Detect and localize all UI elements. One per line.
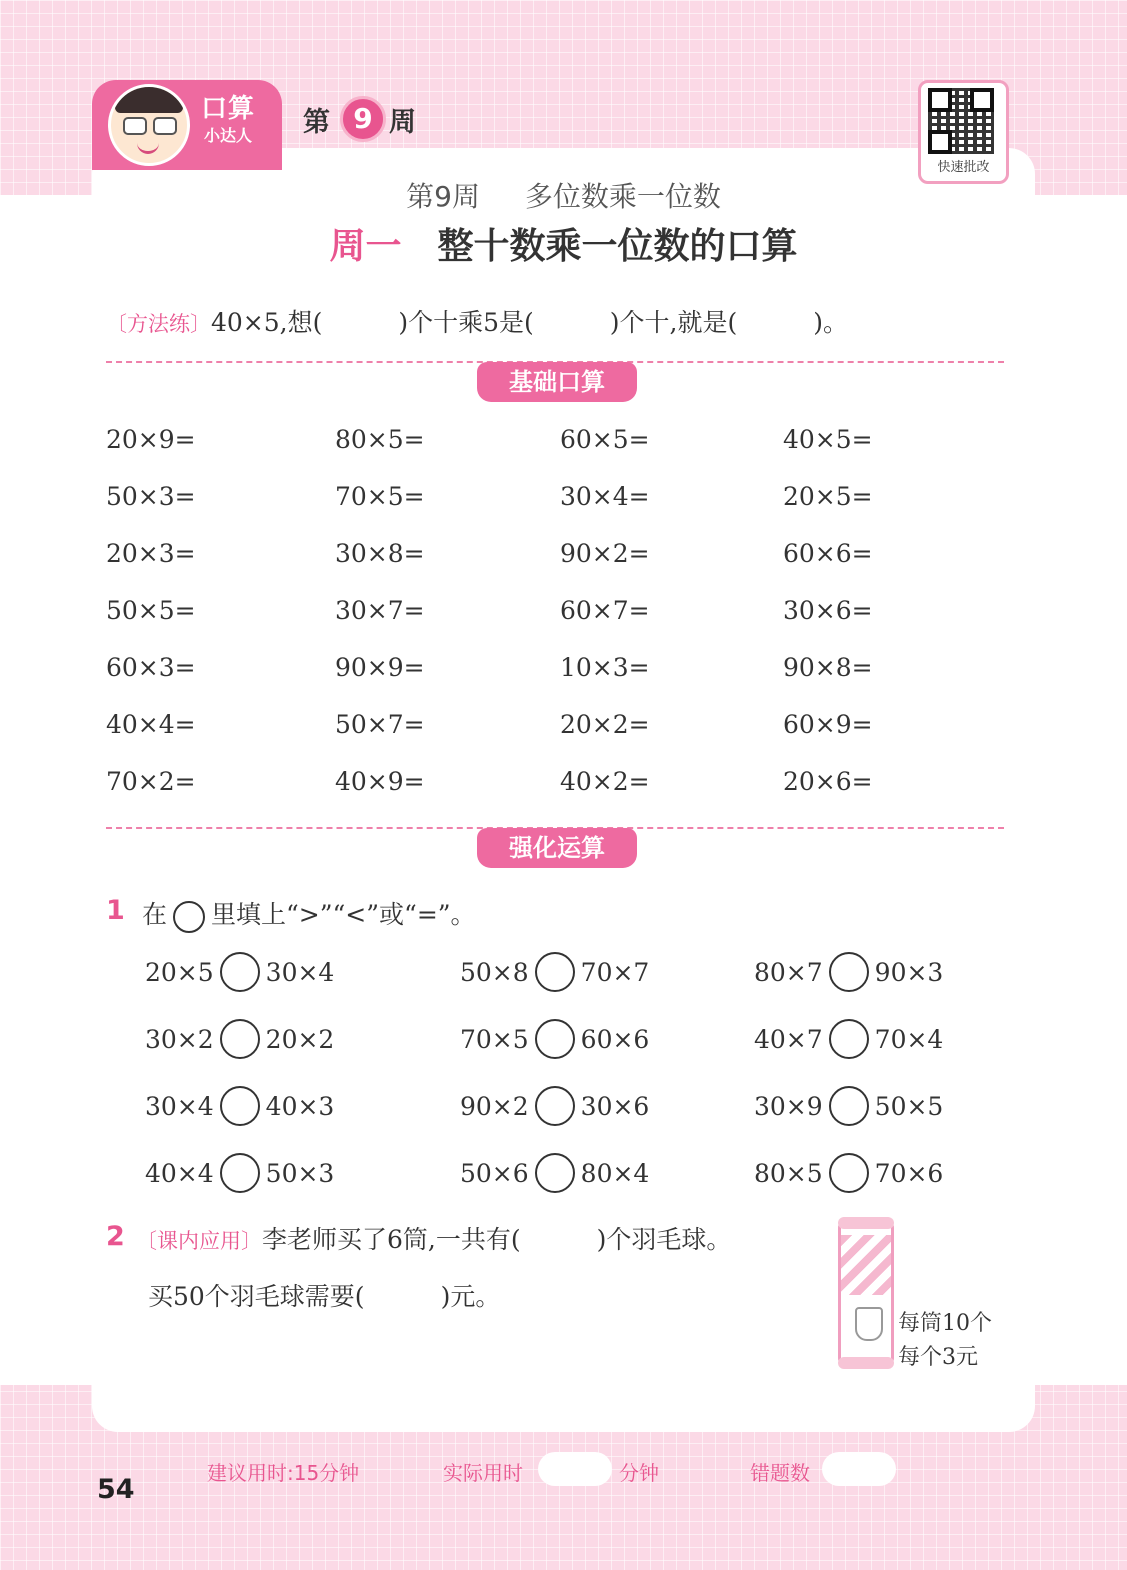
basic-problem[interactable]: 90×2= bbox=[560, 539, 650, 568]
comparison-item bbox=[460, 1019, 649, 1059]
basic-problem[interactable]: 20×5= bbox=[783, 482, 873, 511]
badge-title: 口算 bbox=[200, 94, 255, 124]
basic-problem[interactable]: 60×9= bbox=[783, 710, 873, 739]
basic-problem[interactable]: 90×9= bbox=[335, 653, 425, 682]
question-text: 买50个羽毛球需要( bbox=[148, 1282, 365, 1311]
comparison-circle-input[interactable] bbox=[829, 1019, 869, 1059]
method-text: )。 bbox=[813, 308, 849, 337]
question-text: 李老师买了6筒,一共有( bbox=[262, 1225, 521, 1254]
qr-corner-icon bbox=[928, 88, 952, 112]
comparison-left: 40×4 bbox=[145, 1158, 214, 1188]
method-text: 40×5,想( bbox=[211, 308, 323, 337]
comparison-right: 70×4 bbox=[874, 1024, 944, 1054]
shuttlecock-tube-icon bbox=[838, 1218, 894, 1368]
basic-problem[interactable]: 30×8= bbox=[335, 539, 425, 568]
actual-time-label: 实际用时 bbox=[443, 1461, 523, 1485]
question-2-line-1 bbox=[136, 1220, 731, 1256]
basic-problem[interactable]: 20×9= bbox=[106, 425, 196, 454]
unit-subtitle bbox=[0, 175, 1127, 215]
comparison-item bbox=[460, 952, 649, 992]
comparison-circle-input[interactable] bbox=[829, 952, 869, 992]
comparison-left: 30×2 bbox=[145, 1024, 214, 1054]
lesson-name: 整十数乘一位数的口算 bbox=[437, 226, 798, 267]
lesson-title bbox=[0, 218, 1127, 269]
method-tag: 〔方法练〕 bbox=[106, 312, 211, 336]
basic-problem[interactable]: 20×6= bbox=[783, 767, 873, 796]
comparison-left: 30×9 bbox=[754, 1091, 823, 1121]
basic-problem[interactable]: 40×4= bbox=[106, 710, 196, 739]
basic-problem[interactable]: 70×5= bbox=[335, 482, 425, 511]
week-suffix: 周 bbox=[389, 107, 416, 138]
comparison-circle-input[interactable] bbox=[220, 1153, 260, 1193]
comparison-right: 20×2 bbox=[265, 1024, 335, 1054]
basic-problem[interactable]: 90×8= bbox=[783, 653, 873, 682]
comparison-left: 30×4 bbox=[145, 1091, 214, 1121]
basic-problem[interactable]: 10×3= bbox=[560, 653, 650, 682]
question-2-number: 2 bbox=[106, 1221, 125, 1252]
circle-icon bbox=[173, 901, 205, 933]
basic-problem[interactable]: 40×9= bbox=[335, 767, 425, 796]
basic-problem[interactable]: 30×7= bbox=[335, 596, 425, 625]
basic-problem[interactable]: 40×2= bbox=[560, 767, 650, 796]
comparison-right: 30×4 bbox=[265, 957, 335, 987]
comparison-circle-input[interactable] bbox=[535, 1019, 575, 1059]
comparison-right: 30×6 bbox=[580, 1091, 650, 1121]
question-2-tag: 〔课内应用〕 bbox=[136, 1229, 262, 1253]
comparison-item bbox=[145, 1019, 334, 1059]
basic-problem[interactable]: 50×7= bbox=[335, 710, 425, 739]
comparison-left: 40×7 bbox=[754, 1024, 823, 1054]
shuttlecock-icon bbox=[855, 1307, 883, 1341]
errors-input[interactable] bbox=[822, 1452, 896, 1486]
question-2-line-2 bbox=[148, 1277, 500, 1313]
comparison-right: 60×6 bbox=[580, 1024, 650, 1054]
method-text: )个十乘5是( bbox=[398, 308, 534, 337]
section-strengthen-title: 强化运算 bbox=[477, 828, 637, 868]
comparison-item bbox=[754, 1153, 943, 1193]
question-text: )个羽毛球。 bbox=[596, 1225, 732, 1254]
errors-label: 错题数 bbox=[750, 1461, 810, 1485]
actual-time-input[interactable] bbox=[538, 1452, 612, 1486]
comparison-left: 80×7 bbox=[754, 957, 823, 987]
week-prefix: 第 bbox=[303, 107, 330, 138]
comparison-item bbox=[460, 1153, 649, 1193]
comparison-right: 50×3 bbox=[265, 1158, 335, 1188]
question-text: )元。 bbox=[440, 1282, 501, 1311]
comparison-left: 20×5 bbox=[145, 957, 214, 987]
basic-problem[interactable]: 70×2= bbox=[106, 767, 196, 796]
comparison-left: 50×6 bbox=[460, 1158, 529, 1188]
instruction-text: 里填上“>”“<”或“=”。 bbox=[211, 900, 476, 929]
comparison-right: 80×4 bbox=[580, 1158, 650, 1188]
qr-corner-icon bbox=[970, 88, 994, 112]
minutes-label: 分钟 bbox=[619, 1461, 659, 1485]
comparison-circle-input[interactable] bbox=[535, 1086, 575, 1126]
qr-label: 快速批改 bbox=[937, 160, 990, 175]
basic-problem[interactable]: 20×3= bbox=[106, 539, 196, 568]
basic-problem[interactable]: 50×3= bbox=[106, 482, 196, 511]
comparison-item bbox=[145, 1153, 334, 1193]
comparison-circle-input[interactable] bbox=[220, 952, 260, 992]
page-number: 54 bbox=[97, 1474, 135, 1505]
comparison-circle-input[interactable] bbox=[829, 1153, 869, 1193]
tube-note-count: 每筒10个 bbox=[898, 1311, 992, 1336]
comparison-circle-input[interactable] bbox=[829, 1086, 869, 1126]
comparison-right: 70×7 bbox=[580, 957, 650, 987]
comparison-circle-input[interactable] bbox=[535, 1153, 575, 1193]
basic-problem[interactable]: 60×3= bbox=[106, 653, 196, 682]
comparison-right: 50×5 bbox=[874, 1091, 944, 1121]
comparison-right: 40×3 bbox=[265, 1091, 335, 1121]
basic-problem[interactable]: 50×5= bbox=[106, 596, 196, 625]
suggested-time: 建议用时:15分钟 bbox=[207, 1461, 360, 1485]
badge-subtitle: 小达人 bbox=[203, 126, 252, 145]
basic-problem[interactable]: 30×4= bbox=[560, 482, 650, 511]
unit-topic: 多位数乘一位数 bbox=[524, 180, 721, 213]
tube-note-price: 每个3元 bbox=[898, 1345, 978, 1370]
basic-problem[interactable]: 30×6= bbox=[783, 596, 873, 625]
comparison-left: 70×5 bbox=[460, 1024, 529, 1054]
comparison-circle-input[interactable] bbox=[535, 952, 575, 992]
question-1-instruction bbox=[142, 895, 476, 933]
comparison-right: 90×3 bbox=[874, 957, 944, 987]
method-practice bbox=[106, 303, 848, 339]
basic-problem[interactable]: 60×5= bbox=[560, 425, 650, 454]
basic-problem[interactable]: 20×2= bbox=[560, 710, 650, 739]
comparison-left: 80×5 bbox=[754, 1158, 823, 1188]
comparison-item bbox=[754, 1019, 943, 1059]
comparison-left: 50×8 bbox=[460, 957, 529, 987]
comparison-item bbox=[754, 952, 943, 992]
mascot-avatar bbox=[108, 84, 190, 166]
day-label: 周一 bbox=[329, 226, 402, 267]
comparison-right: 70×6 bbox=[874, 1158, 944, 1188]
comparison-item bbox=[145, 952, 334, 992]
basic-problem[interactable]: 60×7= bbox=[560, 596, 650, 625]
unit-week: 第9周 bbox=[406, 180, 480, 213]
comparison-item bbox=[754, 1086, 943, 1126]
week-number: 9 bbox=[340, 96, 386, 142]
comparison-left: 90×2 bbox=[460, 1091, 529, 1121]
comparison-circle-input[interactable] bbox=[220, 1019, 260, 1059]
basic-problem[interactable]: 60×6= bbox=[783, 539, 873, 568]
comparison-circle-input[interactable] bbox=[220, 1086, 260, 1126]
instruction-text: 在 bbox=[142, 900, 168, 929]
qr-corner-icon bbox=[928, 130, 952, 154]
basic-problem[interactable]: 40×5= bbox=[783, 425, 873, 454]
section-basic-title: 基础口算 bbox=[477, 362, 637, 402]
comparison-item bbox=[145, 1086, 334, 1126]
question-1-number: 1 bbox=[106, 895, 125, 926]
method-text: )个十,就是( bbox=[609, 308, 738, 337]
comparison-item bbox=[460, 1086, 649, 1126]
basic-problem[interactable]: 80×5= bbox=[335, 425, 425, 454]
